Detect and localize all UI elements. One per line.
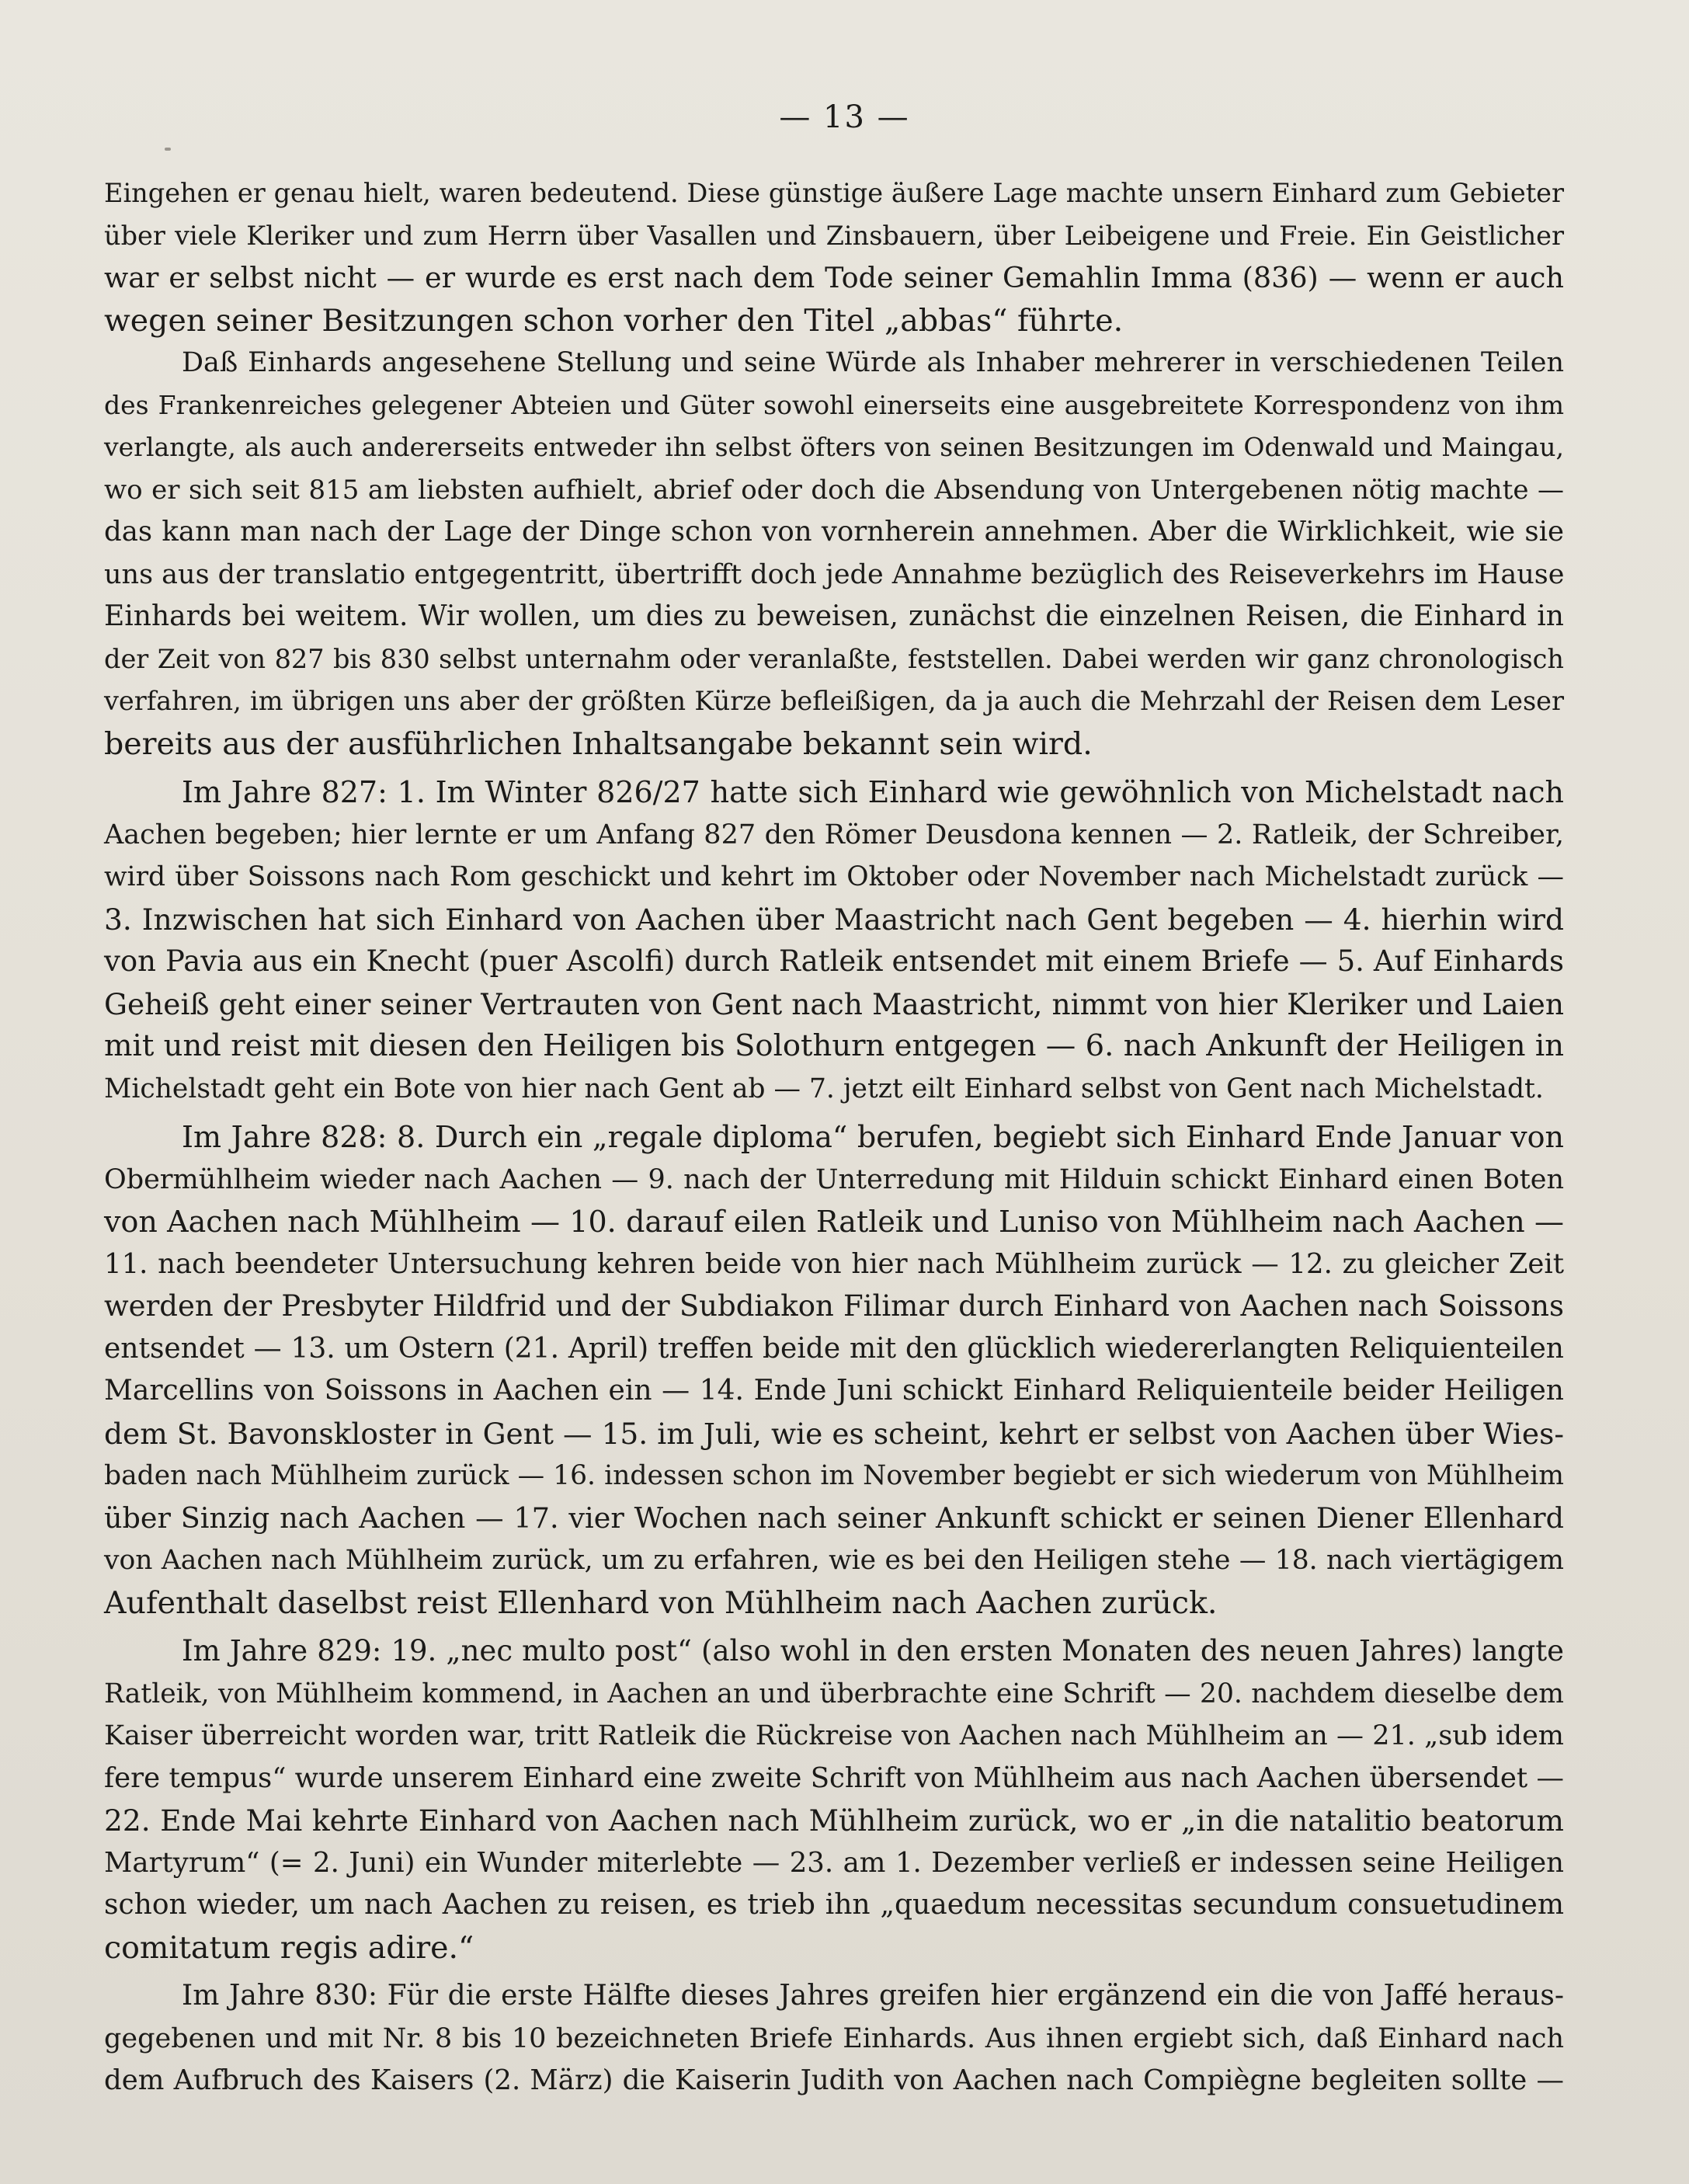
text-line: Im Jahre 827: 1. Im Winter 826/27 hatte sich Einhard wie gewöhnlich von Michelstadt nach [182,775,1564,809]
text-line: Marcellins von Soissons in Aachen ein — 14. Ende Juni schickt Einhard Reliquienteile beider Heiligen [104,1375,1564,1407]
text-line: Im Jahre 830: Für die erste Hälfte dieses Jahres greifen hier ergänzend ein die von Jaffé heraus- [182,1980,1564,2012]
text-line: Kaiser überreicht worden war, tritt Ratleik die Rückreise von Aachen nach Mühlheim an — 21. „sub idem [104,1720,1564,1751]
paragraph [104,1116,1564,1624]
text-line: Im Jahre 828: 8. Durch ein „regale diploma“ berufen, begiebt sich Einhard Ende Januar von [182,1120,1564,1154]
text-line: des Frankenreiches gelegener Abteien und Güter sowohl einerseits eine ausgebreitete Korrespondenz von ihm [104,389,1564,420]
paragraph [104,1630,1564,1969]
text-line: schon wieder, um nach Aachen zu reisen, es trieb ihn „quaedum necessitas secundum consuetudinem [104,1889,1564,1921]
paragraph [104,1975,1564,2102]
paragraph [104,771,1564,1110]
text-line: über viele Kleriker und zum Herrn über Vasallen und Zinsbauern, über Leibeigene und Freie. Ein Geistlicher [104,220,1564,251]
text-line: von Aachen nach Mühlheim zurück, um zu erfahren, wie es bei den Heiligen stehe — 18. nach viertägigem [104,1545,1564,1576]
text-line: 3. Inzwischen hat sich Einhard von Aachen über Maastricht nach Gent begeben — 4. hierhin wird [104,902,1564,937]
text-line: entsendet — 13. um Ostern (21. April) treffen beide mit den glücklich wiedererlangten Reliquienteilen [104,1332,1564,1365]
text-line: Martyrum“ (= 2. Juni) ein Wunder miterlebte — 23. am 1. Dezember verließ er indessen seine Heiligen [104,1846,1564,1879]
text-line: 11. nach beendeter Untersuchung kehren beide von hier nach Mühlheim zurück — 12. zu gleicher Zeit [104,1247,1564,1280]
text-line: Geheiß geht einer seiner Vertrauten von Gent nach Maastricht, nimmt von hier Kleriker und Laien [104,986,1564,1021]
paragraph [104,172,1564,342]
text-line: Aufenthalt daselbst reist Ellenhard von Mühlheim nach Aachen zurück. [104,1584,1218,1621]
text-line: bereits aus der ausführlichen Inhaltsangabe bekannt sein wird. [104,725,1093,762]
text-line: comitatum regis adire.“ [104,1929,474,1966]
text-line: von Pavia aus ein Knecht (puer Ascolfi) durch Ratleik entsendet mit einem Briefe — 5. Auf Einhards [104,944,1564,978]
body-text [104,172,1564,2102]
text-line: von Aachen nach Mühlheim — 10. darauf eilen Ratleik und Luniso von Mühlheim nach Aachen — [104,1205,1564,1239]
text-line: dem St. Bavonskloster in Gent — 15. im Juli, wie es scheint, kehrt er selbst von Aachen über Wies- [104,1416,1564,1451]
text-line: Michelstadt geht ein Bote von hier nach Gent ab — 7. jetzt eilt Einhard selbst von Gent nach Michelstadt. [104,1073,1544,1104]
text-line: Ratleik, von Mühlheim kommend, in Aachen an und überbrachte eine Schrift — 20. nachdem dieselbe dem [104,1678,1564,1709]
text-line: wegen seiner Besitzungen schon vorher den Titel „abbas“ führte. [104,302,1124,339]
text-line: verlangte, als auch andererseits entweder ihn selbst öfters von seinen Besitzungen im Odenwald und Maingau, [104,432,1564,462]
text-line: werden der Presbyter Hildfrid und der Subdiakon Filimar durch Einhard von Aachen nach Soissons [104,1289,1564,1323]
text-line: über Sinzig nach Aachen — 17. vier Wochen nach seiner Ankunft schickt er seinen Diener Ellenhard [104,1501,1564,1535]
text-line: der Zeit von 827 bis 830 selbst unternahm oder veranlaßte, feststellen. Dabei werden wir ganz chronologisch [104,643,1564,674]
text-line: uns aus der translatio entgegentritt, übertrifft doch jede Annahme bezüglich des Reiseverkehrs im Hause [104,558,1565,590]
text-line: mit und reist mit diesen den Heiligen bis Solothurn entgegen — 6. nach Ankunft der Heiligen in [104,1028,1564,1063]
text-line: Eingehen er genau hielt, waren bedeutend. Diese günstige äußere Lage machte unsern Einhard zum Gebieter [104,178,1564,208]
text-line: wo er sich seit 815 am liebsten aufhielt, abrief oder doch die Absendung von Untergebenen nötig machte — [104,474,1564,506]
page-number: — 13 — [779,99,910,135]
text-line: Einhards bei weitem. Wir wollen, um dies zu beweisen, zunächst die einzelnen Reisen, die Einhard in [104,600,1564,632]
text-line: Obermühlheim wieder nach Aachen — 9. nach der Unterredung mit Hilduin schickt Einhard einen Boten [104,1163,1564,1195]
text-line: Aachen begeben; hier lernte er um Anfang 827 den Römer Deusdona kennen — 2. Ratleik, der Schreiber, [104,819,1564,850]
text-line: gegebenen und mit Nr. 8 bis 10 bezeichneten Briefe Einhards. Aus ihnen ergiebt sich, daß Einhard nach [104,2022,1564,2054]
text-line: war er selbst nicht — er wurde es erst nach dem Tode seiner Gemahlin Imma (836) — wenn er auch [104,261,1564,294]
paragraph [104,342,1564,765]
text-line: das kann man nach der Lage der Dinge schon von vornherein annehmen. Aber die Wirklichkeit, wie sie [104,516,1564,548]
text-line: dem Aufbruch des Kaisers (2. März) die Kaiserin Judith von Aachen nach Compiègne begleiten sollte — [104,2064,1564,2096]
text-line: baden nach Mühlheim zurück — 16. indessen schon im November begiebt er sich wiederum von Mühlheim [104,1460,1564,1491]
text-line: Im Jahre 829: 19. „nec multo post“ (also wohl in den ersten Monaten des neuen Jahres) langte [182,1634,1564,1668]
text-line: Daß Einhards angesehene Stellung und seine Würde als Inhaber mehrerer in verschiedenen Teilen [182,347,1564,378]
text-line: 22. Ende Mai kehrte Einhard von Aachen nach Mühlheim zurück, wo er „in die natalitio beatorum [104,1803,1564,1838]
page-blemish [165,148,171,151]
text-line: wird über Soissons nach Rom geschickt und kehrt im Oktober oder November nach Michelstadt zurück — [104,861,1564,892]
text-line: verfahren, im übrigen uns aber der größten Kürze befleißigen, da ja auch die Mehrzahl der Reisen dem Leser [104,686,1564,716]
text-line: fere tempus“ wurde unserem Einhard eine zweite Schrift von Mühlheim aus nach Aachen übersendet — [104,1761,1564,1794]
